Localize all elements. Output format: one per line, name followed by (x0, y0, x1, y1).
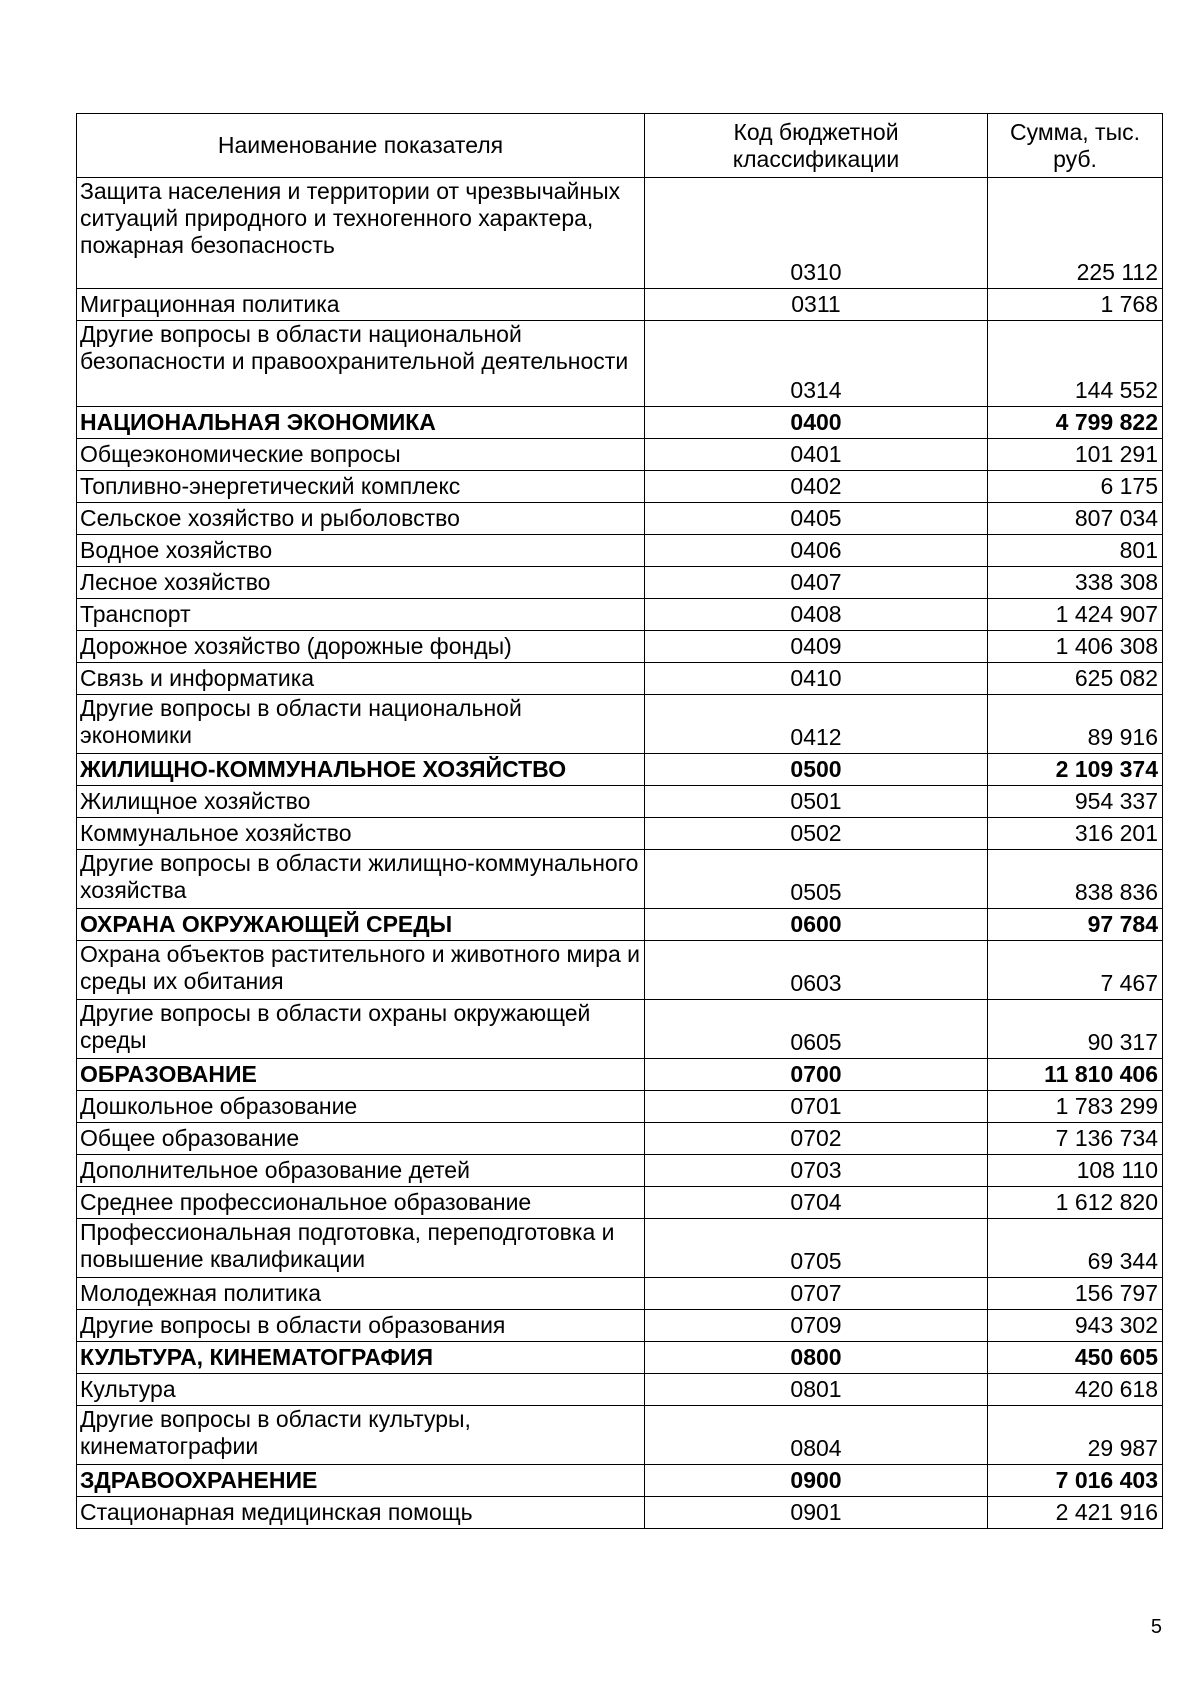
table-section-row (77, 1342, 1163, 1374)
table-row (77, 631, 1163, 663)
row-sum: 6 175 (988, 471, 1163, 503)
row-code: 0702 (645, 1123, 988, 1155)
row-sum: 625 082 (988, 663, 1163, 695)
row-name: Среднее профессиональное образование (77, 1187, 645, 1219)
row-name: Профессиональная подготовка, переподготовка и повышение квалификации (77, 1219, 645, 1278)
row-sum: 90 317 (988, 1000, 1163, 1059)
table-row (77, 1187, 1163, 1219)
row-name: Коммунальное хозяйство (77, 818, 645, 850)
row-name: Сельское хозяйство и рыболовство (77, 503, 645, 535)
table-row (77, 695, 1163, 754)
table-row (77, 599, 1163, 631)
row-sum: 11 810 406 (988, 1059, 1163, 1091)
table-row (77, 1219, 1163, 1278)
row-code: 0603 (645, 941, 988, 1000)
row-name: Связь и информатика (77, 663, 645, 695)
row-name: ОХРАНА ОКРУЖАЮЩЕЙ СРЕДЫ (77, 909, 645, 941)
row-sum: 420 618 (988, 1374, 1163, 1406)
table-row (77, 1374, 1163, 1406)
row-code: 0505 (645, 850, 988, 909)
row-name: Общее образование (77, 1123, 645, 1155)
row-name: Другие вопросы в области культуры, кинематографии (77, 1406, 645, 1465)
row-code: 0401 (645, 439, 988, 471)
row-sum: 2 421 916 (988, 1497, 1163, 1529)
row-code: 0901 (645, 1497, 988, 1529)
row-sum: 316 201 (988, 818, 1163, 850)
table-row (77, 1155, 1163, 1187)
row-name: Топливно-энергетический комплекс (77, 471, 645, 503)
row-name: ОБРАЗОВАНИЕ (77, 1059, 645, 1091)
table-row (77, 786, 1163, 818)
row-name: Общеэкономические вопросы (77, 439, 645, 471)
row-name: НАЦИОНАЛЬНАЯ ЭКОНОМИКА (77, 407, 645, 439)
row-sum: 1 424 907 (988, 599, 1163, 631)
row-code: 0900 (645, 1465, 988, 1497)
row-name: Водное хозяйство (77, 535, 645, 567)
row-name: Культура (77, 1374, 645, 1406)
row-name: Другие вопросы в области национальной безопасности и правоохранительной деятельности (77, 321, 645, 407)
row-code: 0314 (645, 321, 988, 407)
row-code: 0311 (645, 289, 988, 321)
row-name: Другие вопросы в области охраны окружающей среды (77, 1000, 645, 1059)
row-sum: 7 136 734 (988, 1123, 1163, 1155)
row-code: 0705 (645, 1219, 988, 1278)
row-name: Лесное хозяйство (77, 567, 645, 599)
row-code: 0410 (645, 663, 988, 695)
row-code: 0400 (645, 407, 988, 439)
row-sum: 108 110 (988, 1155, 1163, 1187)
table-section-row (77, 909, 1163, 941)
row-sum: 1 783 299 (988, 1091, 1163, 1123)
table-row (77, 178, 1163, 289)
header-code: Код бюджетной классификации (645, 114, 988, 178)
row-sum: 1 612 820 (988, 1187, 1163, 1219)
table-row (77, 567, 1163, 599)
row-code: 0700 (645, 1059, 988, 1091)
row-code: 0709 (645, 1310, 988, 1342)
row-name: Жилищное хозяйство (77, 786, 645, 818)
row-code: 0707 (645, 1278, 988, 1310)
row-code: 0704 (645, 1187, 988, 1219)
row-code: 0501 (645, 786, 988, 818)
row-code: 0500 (645, 754, 988, 786)
table-row (77, 439, 1163, 471)
row-name: КУЛЬТУРА, КИНЕМАТОГРАФИЯ (77, 1342, 645, 1374)
row-sum: 29 987 (988, 1406, 1163, 1465)
row-name: ЗДРАВООХРАНЕНИЕ (77, 1465, 645, 1497)
row-code: 0412 (645, 695, 988, 754)
row-sum: 801 (988, 535, 1163, 567)
row-name: Дополнительное образование детей (77, 1155, 645, 1187)
row-code: 0703 (645, 1155, 988, 1187)
table-row (77, 1123, 1163, 1155)
row-name: Другие вопросы в области жилищно-коммунального хозяйства (77, 850, 645, 909)
row-code: 0801 (645, 1374, 988, 1406)
row-code: 0408 (645, 599, 988, 631)
row-sum: 89 916 (988, 695, 1163, 754)
row-sum: 7 016 403 (988, 1465, 1163, 1497)
row-name: Охрана объектов растительного и животного мира и среды их обитания (77, 941, 645, 1000)
table-row (77, 289, 1163, 321)
row-sum: 338 308 (988, 567, 1163, 599)
table-row (77, 1000, 1163, 1059)
row-code: 0407 (645, 567, 988, 599)
header-name: Наименование показателя (77, 114, 645, 178)
table-header-row (77, 114, 1163, 178)
table-row (77, 471, 1163, 503)
table-row (77, 1310, 1163, 1342)
row-sum: 2 109 374 (988, 754, 1163, 786)
row-name: Миграционная политика (77, 289, 645, 321)
row-name: Другие вопросы в области образования (77, 1310, 645, 1342)
row-sum: 7 467 (988, 941, 1163, 1000)
header-sum: Сумма, тыс. руб. (988, 114, 1163, 178)
row-name: Другие вопросы в области национальной экономики (77, 695, 645, 754)
table-section-row (77, 1465, 1163, 1497)
table-row (77, 1278, 1163, 1310)
row-code: 0701 (645, 1091, 988, 1123)
table-row (77, 1406, 1163, 1465)
row-name: ЖИЛИЩНО-КОММУНАЛЬНОЕ ХОЗЯЙСТВО (77, 754, 645, 786)
table-section-row (77, 1059, 1163, 1091)
row-sum: 156 797 (988, 1278, 1163, 1310)
row-code: 0406 (645, 535, 988, 567)
table-row (77, 503, 1163, 535)
row-code: 0402 (645, 471, 988, 503)
row-sum: 101 291 (988, 439, 1163, 471)
table-row (77, 941, 1163, 1000)
row-sum: 838 836 (988, 850, 1163, 909)
page-number: 5 (1150, 1616, 1162, 1638)
table-body (77, 178, 1163, 1529)
row-name: Защита населения и территории от чрезвычайных ситуаций природного и техногенного характера, пожарная безопасность (77, 178, 645, 289)
row-code: 0600 (645, 909, 988, 941)
row-code: 0605 (645, 1000, 988, 1059)
row-name: Дошкольное образование (77, 1091, 645, 1123)
row-sum: 1 406 308 (988, 631, 1163, 663)
row-sum: 954 337 (988, 786, 1163, 818)
row-sum: 807 034 (988, 503, 1163, 535)
table-row (77, 663, 1163, 695)
row-sum: 144 552 (988, 321, 1163, 407)
row-name: Молодежная политика (77, 1278, 645, 1310)
table-row (77, 321, 1163, 407)
row-code: 0409 (645, 631, 988, 663)
table-section-row (77, 407, 1163, 439)
row-name: Дорожное хозяйство (дорожные фонды) (77, 631, 645, 663)
row-name: Транспорт (77, 599, 645, 631)
row-code: 0405 (645, 503, 988, 535)
row-code: 0310 (645, 178, 988, 289)
table-row (77, 818, 1163, 850)
table-section-row (77, 754, 1163, 786)
table-row (77, 850, 1163, 909)
row-name: Стационарная медицинская помощь (77, 1497, 645, 1529)
row-code: 0502 (645, 818, 988, 850)
row-sum: 97 784 (988, 909, 1163, 941)
row-sum: 4 799 822 (988, 407, 1163, 439)
table-row (77, 1091, 1163, 1123)
row-code: 0800 (645, 1342, 988, 1374)
table-row (77, 1497, 1163, 1529)
table-row (77, 535, 1163, 567)
row-sum: 225 112 (988, 178, 1163, 289)
budget-table (76, 113, 1163, 1529)
row-sum: 69 344 (988, 1219, 1163, 1278)
row-sum: 1 768 (988, 289, 1163, 321)
row-sum: 450 605 (988, 1342, 1163, 1374)
row-sum: 943 302 (988, 1310, 1163, 1342)
row-code: 0804 (645, 1406, 988, 1465)
